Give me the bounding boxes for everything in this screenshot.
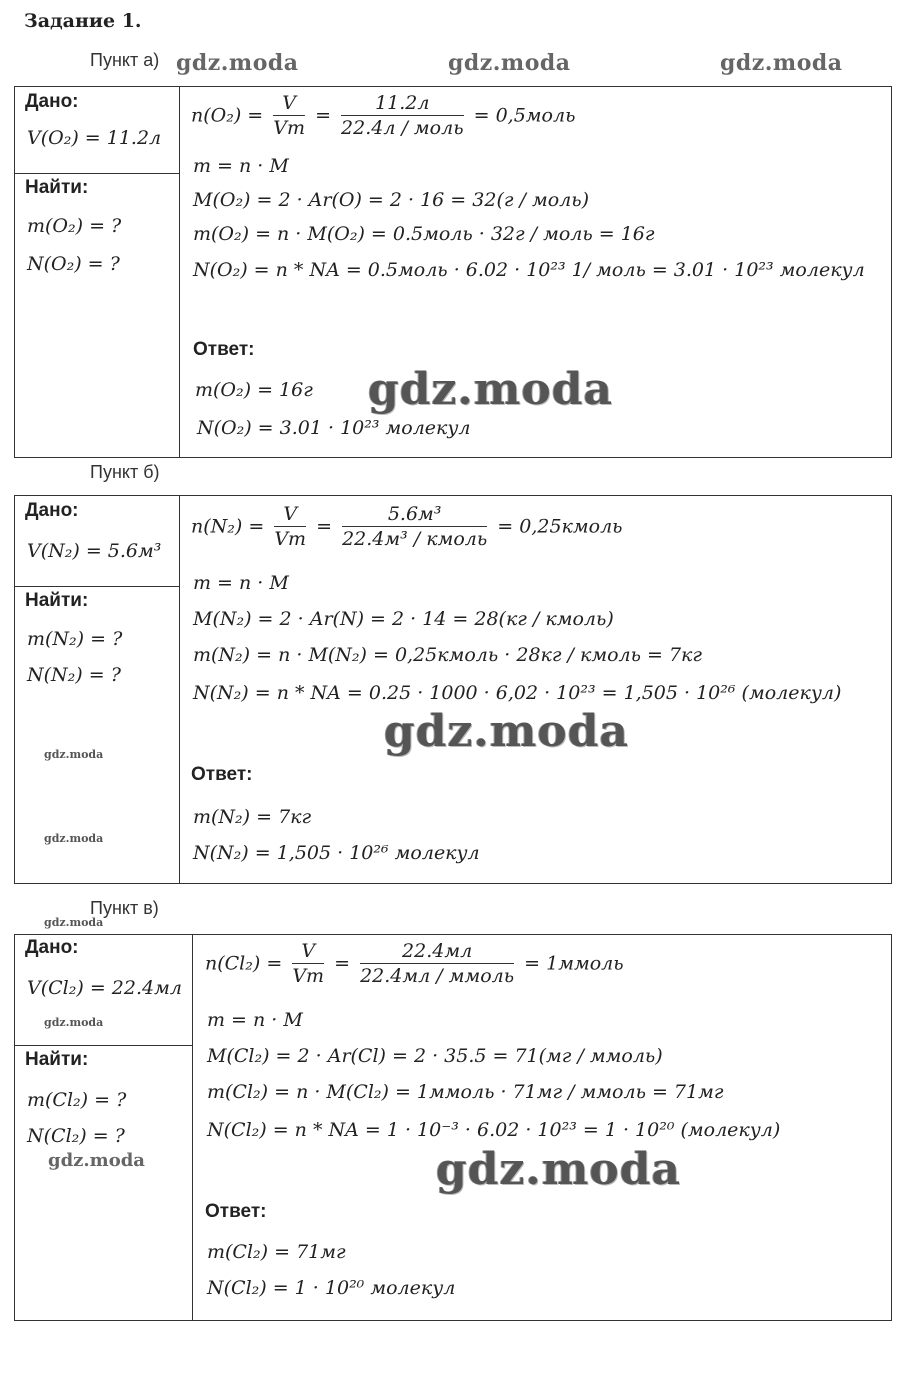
find-count: N(Cl₂) = ? (27, 1125, 125, 1147)
fraction-values: $\frac{11.2л}{\text{22.4л / моль}}$ (341, 92, 464, 139)
watermark-logo: gdz.moda (384, 706, 630, 757)
answer-line: N(Cl₂) = 1 · 10²⁰ молекул (207, 1277, 456, 1299)
watermark-logo: gdz.moda (436, 1144, 682, 1195)
fraction-v-vm: $\frac{V}{Vm}$ (292, 940, 325, 987)
watermark-logo: gdz.moda (176, 50, 299, 76)
part-a-given-column (15, 87, 180, 457)
given-volume: V(O₂) = 11.2л (27, 127, 162, 149)
answer-line: m(N₂) = 7кг (193, 806, 312, 828)
find-mass: m(O₂) = ? (27, 215, 122, 237)
dano-label: Дано: (25, 500, 79, 521)
part-c-given-column (15, 935, 193, 1320)
naiti-label: Найти: (25, 590, 89, 611)
answer-line: m(O₂) = 16г (195, 379, 313, 401)
part-b-heading: Пункт б) (90, 462, 160, 482)
answer-line: N(O₂) = 3.01 · 10²³ молекул (197, 417, 471, 439)
fraction-values: $\frac{22.4мл}{\text{22.4мл / ммоль}}$ (360, 940, 515, 987)
answer-label: Ответ: (205, 1201, 267, 1222)
step-line: N(O₂) = n * NA = 0.5моль · 6.02 · 10²³ 1/ моль = 3.01 · 10²³ молекул (193, 259, 865, 281)
watermark-logo: gdz.moda (44, 916, 104, 929)
divider (15, 173, 179, 174)
step-line: m = n · M (193, 572, 289, 594)
dano-label: Дано: (25, 937, 79, 958)
naiti-label: Найти: (25, 1049, 89, 1070)
naiti-label: Найти: (25, 177, 89, 198)
formula-result: = 1ммоль (524, 952, 624, 975)
moles-formula: n(Cl₂) = $\frac{V}{Vm}$ = $\frac{22.4мл}{\text{22.4мл / ммоль}}$ = 1ммоль (205, 940, 624, 987)
step-line: N(N₂) = n * NA = 0.25 · 1000 · 6,02 · 10²³ = 1,505 · 10²⁶ (молекул) (193, 682, 842, 704)
watermark-logo: gdz.moda (48, 1150, 145, 1171)
answer-label: Ответ: (191, 764, 253, 785)
step-line: M(O₂) = 2 · Ar(O) = 2 · 16 = 32(г / моль) (193, 189, 589, 211)
formula-lhs: n(Cl₂) = (205, 952, 283, 975)
step-line: m = n · M (207, 1009, 303, 1031)
fraction-v-vm: $\frac{V}{Vm}$ (274, 503, 307, 550)
formula-lhs: n(O₂) = (191, 104, 264, 127)
step-line: N(Cl₂) = n * NA = 1 · 10⁻³ · 6.02 · 10²³ = 1 · 10²⁰ (молекул) (207, 1119, 781, 1141)
dano-label: Дано: (25, 91, 79, 112)
divider (15, 586, 179, 587)
watermark-logo: gdz.moda (720, 50, 843, 76)
step-line: M(Cl₂) = 2 · Ar(Cl) = 2 · 35.5 = 71(мг / ммоль) (207, 1045, 663, 1067)
moles-formula: n(O₂) = $\frac{V}{Vm}$ = $\frac{11.2л}{\text{22.4л / моль}}$ = 0,5моль (191, 92, 576, 139)
given-volume: V(N₂) = 5.6м³ (27, 540, 162, 562)
step-line: M(N₂) = 2 · Ar(N) = 2 · 14 = 28(кг / кмоль) (193, 608, 614, 630)
find-count: N(O₂) = ? (27, 253, 120, 275)
step-line: m(O₂) = n · M(O₂) = 0.5моль · 32г / моль = 16г (193, 223, 655, 245)
given-volume: V(Cl₂) = 22.4мл (27, 977, 182, 999)
part-a-heading: Пункт а) (90, 50, 160, 70)
moles-formula: n(N₂) = $\frac{V}{Vm}$ = $\frac{\text{5.6м³}}{\text{22.4м³ / кмоль}}$ = 0,25кмоль (191, 503, 623, 550)
answer-line: N(N₂) = 1,505 · 10²⁶ молекул (193, 842, 480, 864)
page-title: Задание 1. (24, 10, 142, 32)
formula-result: = 0,5моль (473, 104, 576, 127)
part-b-box (14, 495, 892, 884)
watermark-logo: gdz.moda (368, 364, 614, 415)
fraction-v-vm: $\frac{V}{Vm}$ (273, 92, 306, 139)
watermark-logo: gdz.moda (44, 748, 104, 761)
find-mass: m(Cl₂) = ? (27, 1089, 127, 1111)
find-mass: m(N₂) = ? (27, 628, 123, 650)
watermark-logo: gdz.moda (44, 832, 104, 845)
step-line: m(N₂) = n · M(N₂) = 0,25кмоль · 28кг / кмоль = 7кг (193, 644, 702, 666)
step-line: m = n · M (193, 155, 289, 177)
watermark-logo: gdz.moda (448, 50, 571, 76)
part-c-heading: Пункт в) (90, 898, 159, 918)
part-b-given-column (15, 496, 180, 883)
divider (15, 1045, 192, 1046)
watermark-logo: gdz.moda (44, 1016, 104, 1029)
answer-line: m(Cl₂) = 71мг (207, 1241, 346, 1263)
fraction-values: $\frac{\text{5.6м³}}{\text{22.4м³ / кмоль}}$ (342, 503, 488, 550)
answer-label: Ответ: (193, 339, 255, 360)
formula-lhs: n(N₂) = (191, 515, 265, 538)
formula-result: = 0,25кмоль (497, 515, 623, 538)
find-count: N(N₂) = ? (27, 664, 121, 686)
part-c-box (14, 934, 892, 1321)
step-line: m(Cl₂) = n · M(Cl₂) = 1ммоль · 71мг / ммоль = 71мг (207, 1081, 724, 1103)
